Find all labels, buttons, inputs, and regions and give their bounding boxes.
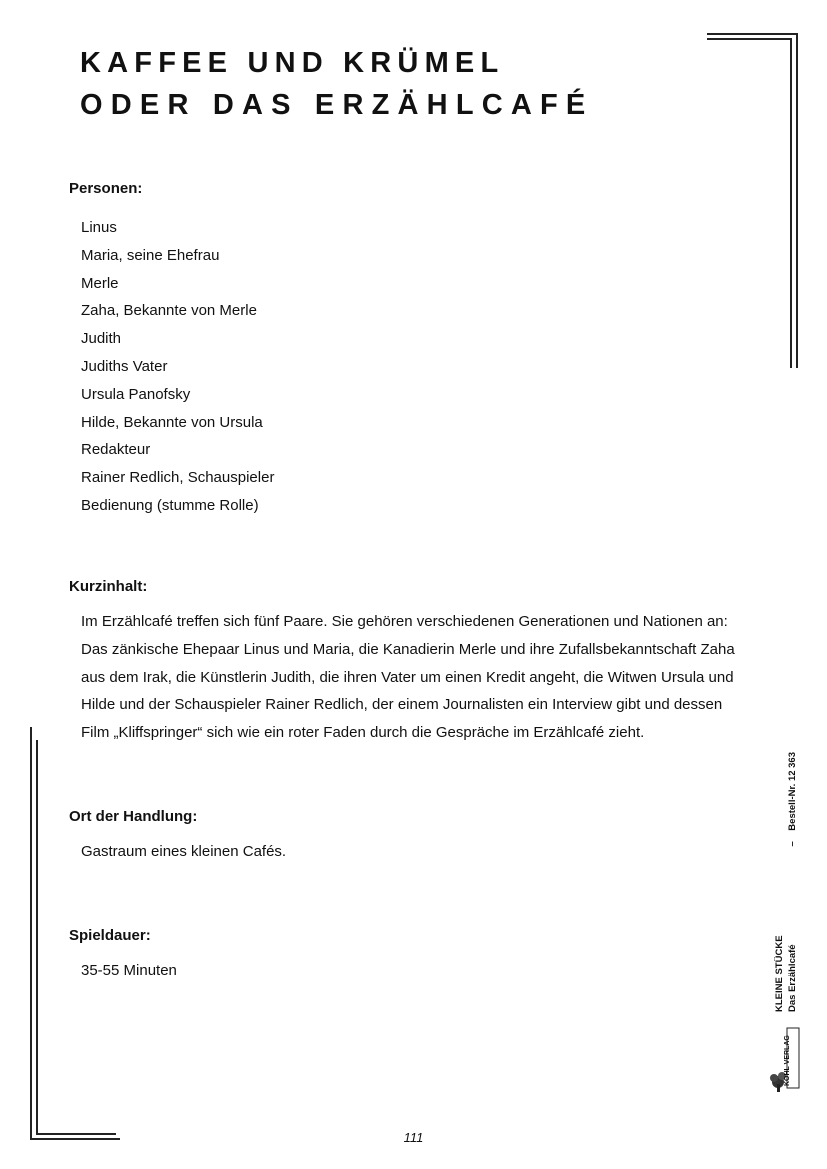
list-item: Linus xyxy=(81,219,117,236)
frame-bottom-left-vertical-outer xyxy=(30,727,32,1139)
ort-heading: Ort der Handlung: xyxy=(69,808,198,825)
spieldauer-text: 35-55 Minuten xyxy=(81,962,177,979)
page-title xyxy=(80,42,593,126)
list-item: Ursula Panofsky xyxy=(81,385,191,403)
list-item: Redakteur xyxy=(81,441,151,459)
page-number: 111 xyxy=(403,1130,424,1145)
title-line-2: ODER DAS ERZÄHLCAFÉ xyxy=(80,89,594,121)
title-line-1: KAFFEE UND KRÜMEL xyxy=(80,47,505,79)
summary-line: Das zänkische Ehepaar Linus und Maria, die Kanadierin Merle und ihre Zufallsbekanntschaft Zaha xyxy=(81,640,735,658)
list-item: Merle xyxy=(81,274,119,292)
list-item: Zaha, Bekannte von Merle xyxy=(81,302,257,320)
logo-text: KOHL VERLAG xyxy=(784,1035,791,1086)
frame-top-right-horizontal-outer xyxy=(707,33,797,35)
summary-line: Film „Kliffspringer“ sich wie ein roter Faden durch die Gespräche im Erzählcafé zieht. xyxy=(81,724,645,742)
list-item: Rainer Redlich, Schauspieler xyxy=(81,469,275,487)
list-item: Hilde, Bekannte von Ursula xyxy=(81,413,263,431)
kurzinhalt-heading: Kurzinhalt: xyxy=(69,578,148,595)
personen-heading: Personen: xyxy=(69,180,143,197)
list-item: Maria, seine Ehefrau xyxy=(81,246,220,264)
kurzinhalt-text xyxy=(81,608,761,747)
summary-line: Hilde und der Schauspieler Rainer Redlich, der einem Journalisten ein Interview gibt und dessen xyxy=(81,696,723,714)
spieldauer-heading: Spieldauer: xyxy=(69,927,151,944)
summary-line: aus dem Irak, die Künstlerin Judith, die ihren Vater um einen Kredit angeht, die Witwen Ursula und xyxy=(81,668,734,686)
sidebar-order-number: Bestell-Nr. 12 363 xyxy=(787,752,798,831)
frame-top-right-vertical-inner xyxy=(790,38,792,368)
sidebar-publication-info xyxy=(773,752,807,1012)
ort-text: Gastraum eines kleinen Cafés. xyxy=(81,843,287,860)
list-item: Judith xyxy=(81,330,122,348)
sidebar-separator: – xyxy=(787,841,798,847)
summary-line: Im Erzählcafé treffen sich fünf Paare. Sie gehören verschiedenen Generationen und Nationen an: xyxy=(81,613,728,630)
sidebar-title: Das Erzählcafé xyxy=(787,944,798,1012)
frame-bottom-left-vertical-inner xyxy=(36,740,38,1134)
frame-top-right-vertical-outer xyxy=(796,33,798,368)
list-item: Judiths Vater xyxy=(81,357,168,375)
sidebar-series: KLEINE STÜCKE xyxy=(774,935,785,1012)
personen-list xyxy=(81,214,274,520)
frame-top-right-horizontal-inner xyxy=(707,38,791,40)
list-item: Bedienung (stumme Rolle) xyxy=(81,496,259,514)
publisher-logo xyxy=(768,1024,802,1094)
